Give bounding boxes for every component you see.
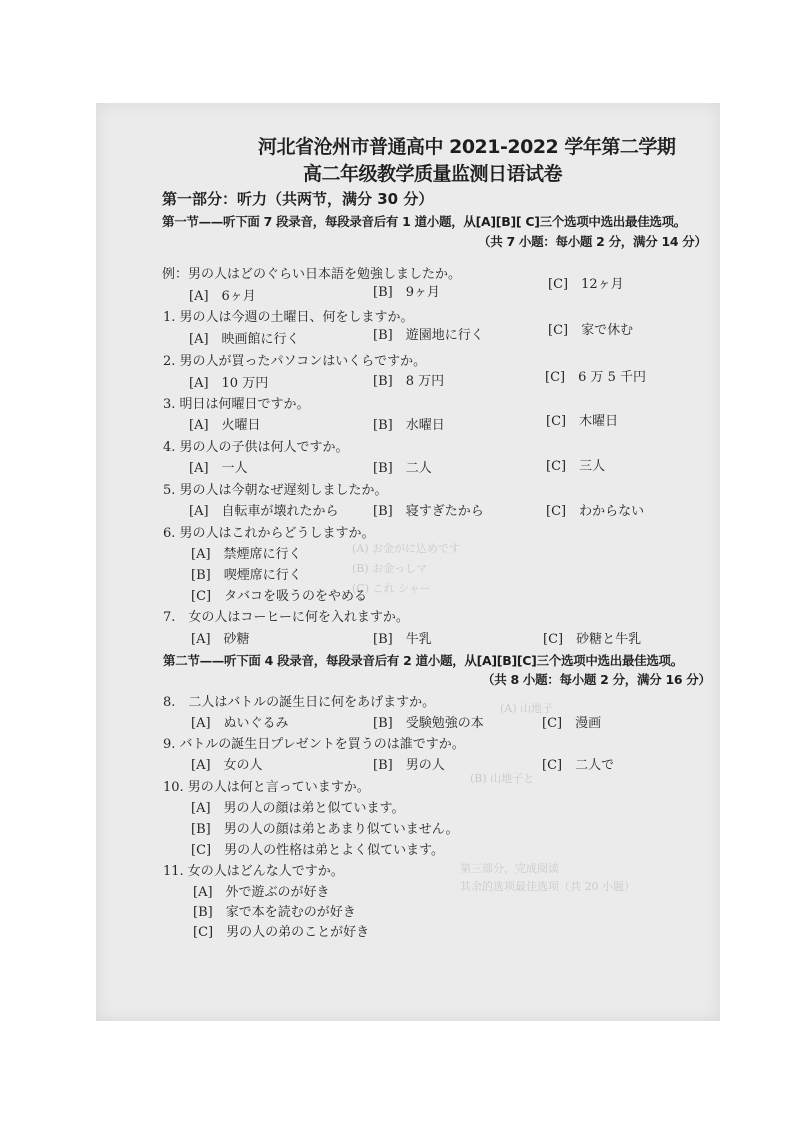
q2-option-a: [A] 10 万円 [189, 376, 269, 391]
q11-option-c: [C] 男の人の弟のことが好き [193, 925, 370, 940]
q2-option-b: [B] 8 万円 [373, 374, 445, 389]
q5-option-b: [B] 寝すぎたから [373, 504, 484, 519]
show-through-text: 其余的选项最佳选项（共 20 小题） [460, 880, 635, 893]
show-through-text: (C) これ シャー [352, 582, 431, 595]
q4-option-a: [A] 一人 [189, 461, 248, 476]
q7-option-b: [B] 牛乳 [373, 632, 432, 647]
q11-option-a: [A] 外で遊ぶのが好き [193, 885, 330, 900]
q8-option-a: [A] ぬいぐるみ [191, 716, 289, 731]
question-7: 7. 女の人はコーヒーに何を入れますか。 [163, 610, 409, 625]
q10-option-a: [A] 男の人の顔は弟と似ています。 [191, 801, 405, 816]
q9-option-b: [B] 男の人 [373, 758, 445, 773]
part1-heading: 第一部分：听力（共两节，满分 30 分） [162, 190, 434, 208]
section2-score: （共 8 小题：每小题 2 分，满分 16 分） [482, 672, 711, 687]
q8-option-b: [B] 受験勉強の本 [373, 716, 484, 731]
question-1: 1. 男の人は今週の土曜日、何をしますか。 [163, 310, 414, 325]
example-option-b: [B] 9ヶ月 [373, 285, 440, 300]
question-10: 10. 男の人は何と言っていますか。 [163, 780, 370, 795]
q3-option-b: [B] 水曜日 [373, 418, 445, 433]
example-question: 例：男の人はどのぐらい日本語を勉強しましたか。 [162, 267, 462, 282]
q6-option-b: [B] 喫煙席に行く [191, 568, 302, 583]
q1-option-a: [A] 映画館に行く [189, 332, 300, 347]
section2-instruction: 第二节——听下面 4 段录音，每段录音后有 2 道小题，从[A][B][C]三个选项中选出最佳选项。 [163, 653, 683, 668]
show-through-text: (B) お金っしマ [352, 562, 428, 575]
q3-option-c: [C] 木曜日 [546, 414, 619, 429]
q7-option-a: [A] 砂糖 [191, 632, 250, 647]
question-3: 3. 明日は何曜日ですか。 [163, 397, 310, 412]
example-option-a: [A] 6ヶ月 [189, 289, 256, 304]
q6-option-a: [A] 禁煙席に行く [191, 547, 302, 562]
section1-score: （共 7 小题：每小题 2 分，满分 14 分） [478, 234, 707, 249]
exam-title-line2: 高二年级教学质量监测日语试卷 [303, 163, 563, 185]
show-through-text: (A) お金がに込めです [352, 542, 461, 555]
q6-option-c: [C] タバコを吸うのをやめる [191, 589, 367, 604]
q8-option-c: [C] 漫画 [542, 716, 602, 731]
q3-option-a: [A] 火曜日 [189, 418, 261, 433]
q4-option-c: [C] 三人 [546, 459, 606, 474]
question-11: 11. 女の人はどんな人ですか。 [163, 864, 344, 879]
q1-option-c: [C] 家で休む [548, 323, 634, 338]
example-option-c: [C] 12ヶ月 [548, 277, 624, 292]
q2-option-c: [C] 6 万 5 千円 [545, 370, 647, 385]
question-9: 9. バトルの誕生日プレゼントを買うのは誰ですか。 [163, 737, 465, 752]
question-8: 8. 二人はバトルの誕生日に何をあげますか。 [163, 695, 436, 710]
exam-title-line1: 河北省沧州市普通高中 2021-2022 学年第二学期 [258, 136, 676, 158]
question-2: 2. 男の人が買ったパソコンはいくらですか。 [163, 354, 427, 369]
section1-instruction: 第一节——听下面 7 段录音，每段录音后有 1 道小题，从[A][B][ C]三个选项中选出最佳选项。 [162, 214, 687, 229]
q10-option-b: [B] 男の人の顔は弟とあまり似ていません。 [191, 822, 459, 837]
q7-option-c: [C] 砂糖と牛乳 [543, 632, 642, 647]
q5-option-c: [C] わからない [546, 504, 645, 519]
show-through-text: 第三部分，完成阅读 [460, 862, 559, 875]
show-through-text: (B) 山地子と [470, 772, 535, 785]
question-5: 5. 男の人は今朝なぜ遅刻しましたか。 [163, 483, 388, 498]
question-4: 4. 男の人の子供は何人ですか。 [163, 440, 349, 455]
q10-option-c: [C] 男の人の性格は弟とよく似ています。 [191, 843, 445, 858]
q5-option-a: [A] 自転車が壊れたから [189, 504, 339, 519]
q11-option-b: [B] 家で本を読むのが好き [193, 905, 356, 920]
q9-option-c: [C] 二人で [542, 758, 615, 773]
q9-option-a: [A] 女の人 [191, 758, 263, 773]
q1-option-b: [B] 遊園地に行く [373, 328, 484, 343]
show-through-text: (A) 山地子 [500, 702, 554, 715]
question-6: 6. 男の人はこれからどうしますか。 [163, 526, 375, 541]
q4-option-b: [B] 二人 [373, 461, 432, 476]
